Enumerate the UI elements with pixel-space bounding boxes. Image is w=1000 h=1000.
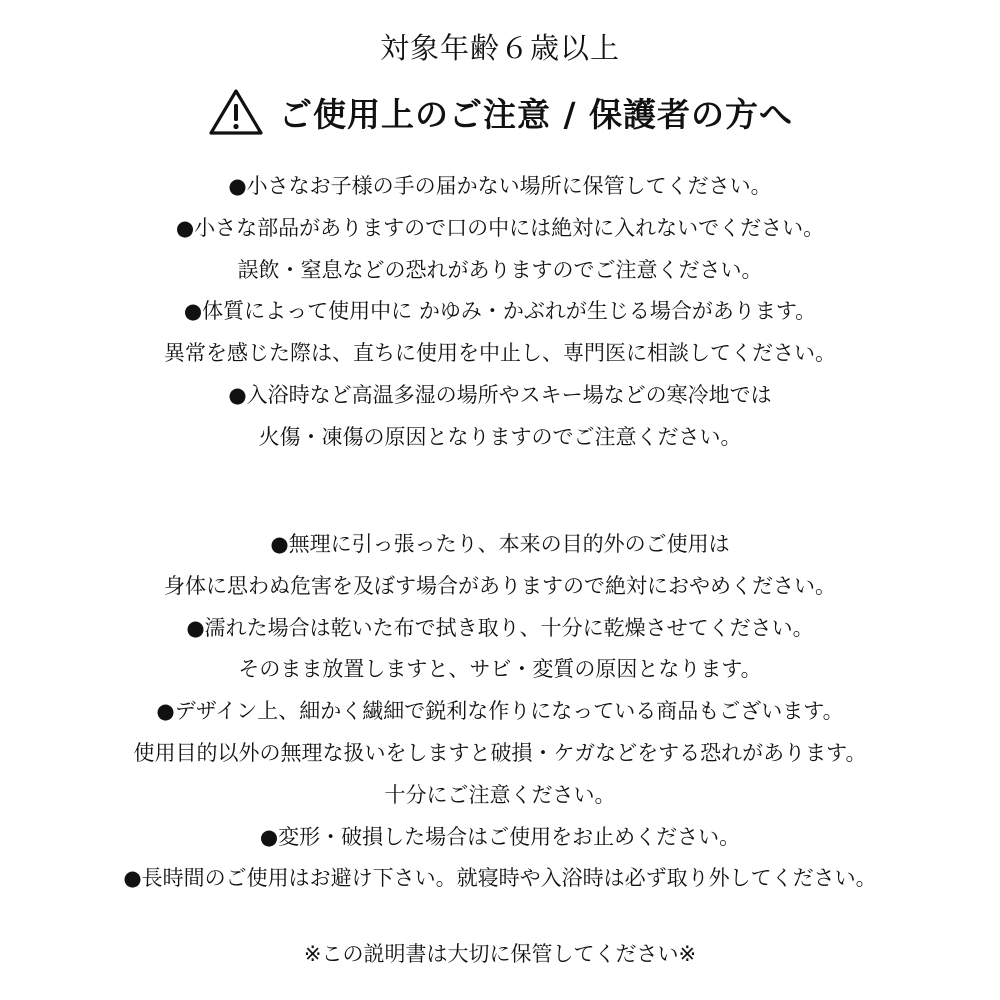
heading-title: ご使用上のご注意 / 保護者の方へ — [278, 94, 794, 134]
notice-line: 火傷・凍傷の原因となりますのでご注意ください。 — [258, 424, 742, 449]
notice-line: 身体に思わぬ危害を及ぼす場合がありますので絶対におやめください。 — [164, 573, 836, 598]
notice-line: そのまま放置しますと、サビ・変質の原因となります。 — [238, 657, 762, 682]
notice-line: ●長時間のご使用はお避け下さい。就寝時や入浴時は必ず取り外してください。 — [123, 866, 877, 891]
age-notice: 対象年齢６歳以上 — [379, 31, 620, 65]
footer-note: ※この説明書は大切に保管してください※ — [303, 942, 697, 966]
notice-line: 誤飲・窒息などの恐れがありますのでご注意ください。 — [237, 257, 763, 282]
notice-line: 異常を感じた際は、直ちに使用を中止し、専門医に相談してください。 — [164, 341, 836, 366]
notice-line: ●小さなお子様の手の届かない場所に保管してください。 — [228, 174, 772, 198]
warning-triangle-icon — [207, 87, 265, 137]
notice-line: 使用目的以外の無理な扱いをしますと破損・ケガなどをする恐れがあります。 — [133, 740, 867, 765]
notice-line: 十分にご注意ください。 — [384, 782, 616, 807]
notice-list-2 — [0, 524, 1000, 900]
notice-line: ●入浴時など高温多湿の場所やスキー場などの寒冷地では — [228, 382, 772, 407]
notice-line: ●濡れた場合は乾いた布で拭き取り、十分に乾燥させてください。 — [186, 615, 814, 640]
notice-line: ●体質によって使用中に かゆみ・かぶれが生じる場合があります。 — [183, 299, 817, 324]
notice-line: ●デザイン上、細かく繊細で鋭利な作りになっている商品もございます。 — [156, 699, 844, 724]
notice-list-1 — [0, 166, 1000, 459]
caution-heading — [0, 84, 1000, 140]
notice-line: ●変形・破損した場合はご使用をお止めください。 — [259, 824, 741, 849]
notice-line: ●小さな部品がありますので口の中には絶対に入れないでください。 — [175, 215, 825, 240]
notice-line: ●無理に引っ張ったり、本来の目的外のご使用は — [270, 532, 730, 556]
